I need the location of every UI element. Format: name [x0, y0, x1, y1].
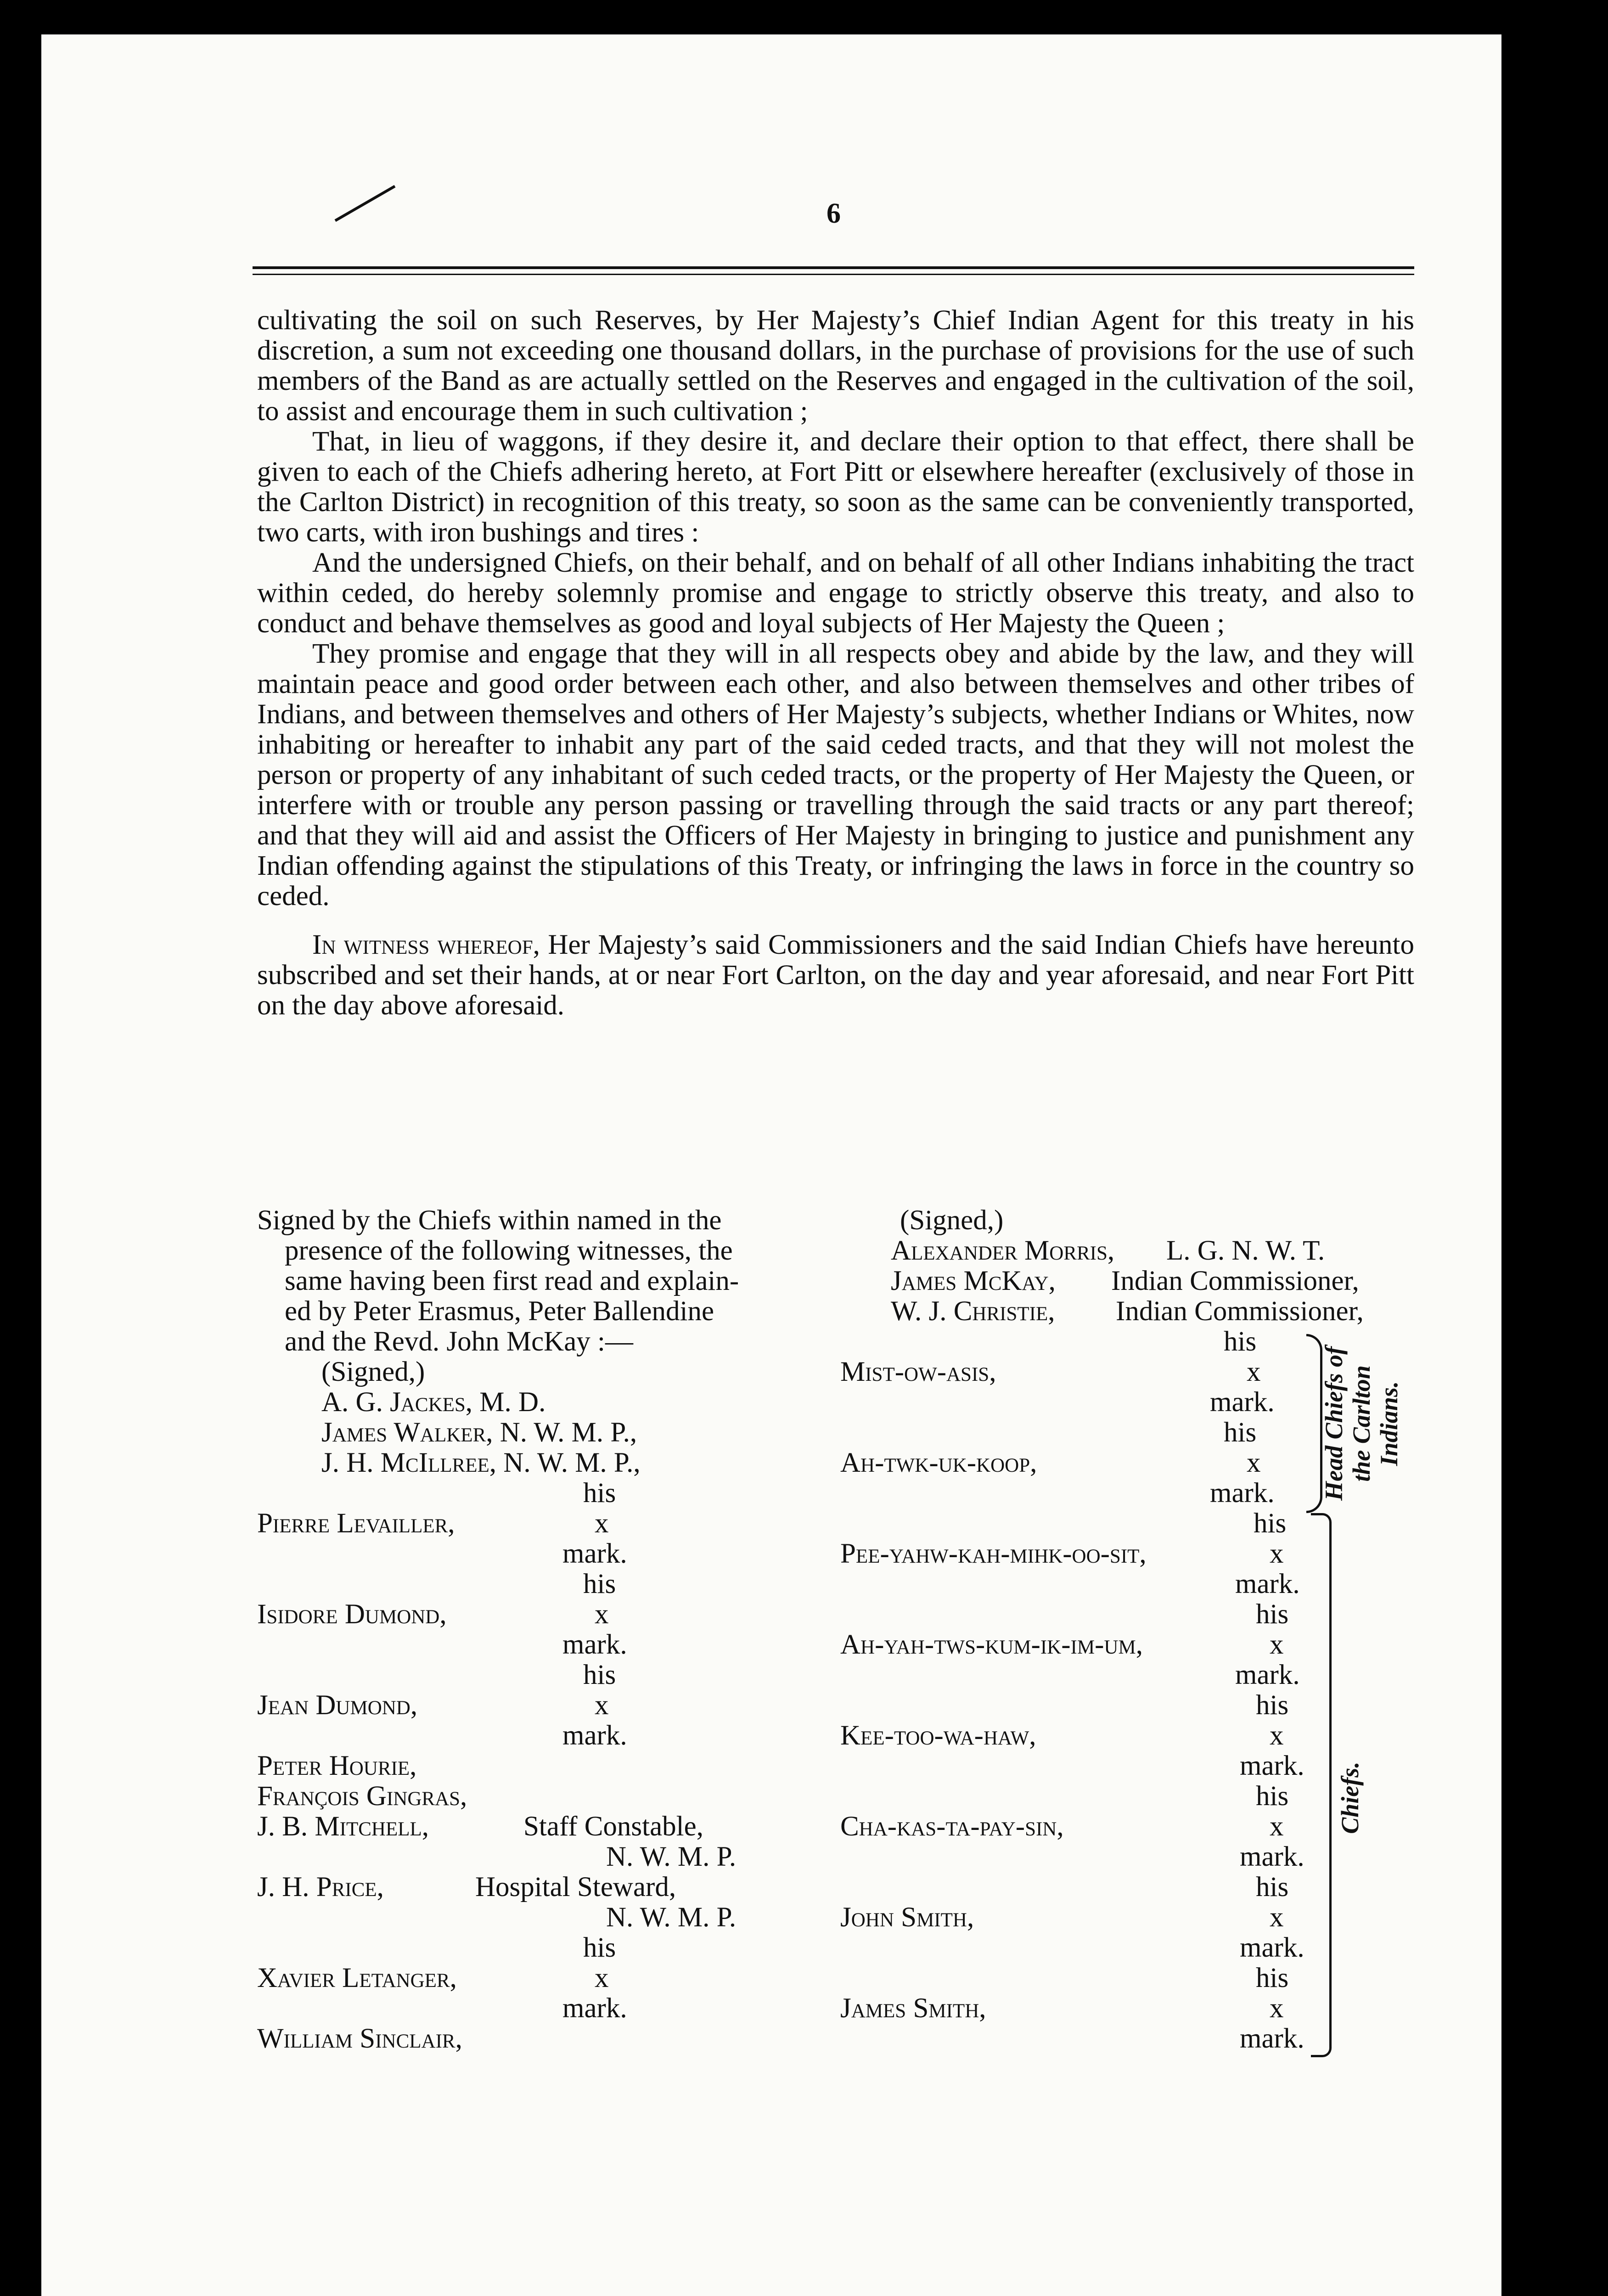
chief-john-smith: John Smith,	[840, 1902, 974, 1933]
chief-ah-twk-uk-koop: Ah-twk-uk-koop,	[840, 1447, 1037, 1478]
right-signed-label: (Signed,)	[900, 1205, 1004, 1236]
his-text: his	[1256, 1599, 1289, 1630]
x-text: x	[1270, 1902, 1284, 1933]
intro-line-2: presence of the following witnesses, the	[285, 1235, 733, 1266]
mark-text: mark.	[562, 1720, 627, 1751]
his-text: his	[583, 1478, 616, 1508]
his-text: his	[1256, 1963, 1289, 1993]
mark-text: mark.	[1240, 2023, 1304, 2054]
commissioner-morris-title: L. G. N. W. T.	[1166, 1235, 1325, 1266]
x-text: x	[595, 1963, 609, 1993]
treaty-text-body	[257, 305, 1414, 1021]
mark-text: mark.	[562, 1538, 627, 1569]
x-text: x	[1270, 1720, 1284, 1751]
paragraph-cultivation: cultivating the soil on such Reserves, by Her Majesty’s Chief Indian Agent for this treaty in his discretion, a sum not exceeding one thousand dollars, in the purchase of provisions for the use of such members of the Band as are actually settled on the Reserves and engaged in the cultivation of the soil, to assist and encourage them in such cultivation ;	[257, 305, 1414, 427]
commissioner-mckay: James McKay,	[891, 1266, 1056, 1296]
chief-ah-yah-tws-kum-ik-im-um: Ah-yah-tws-kum-ik-im-um,	[840, 1629, 1143, 1660]
witness-isidore-dumond: Isidore Dumond,	[257, 1599, 447, 1630]
mark-text: mark.	[1210, 1478, 1275, 1508]
x-text: x	[1270, 1811, 1284, 1842]
chief-cha-kas-ta-pay-sin: Cha-kas-ta-pay-sin,	[840, 1811, 1064, 1842]
mark-text: mark.	[1240, 1841, 1304, 1872]
witness-letanger: Xavier Letanger,	[257, 1963, 457, 1993]
price-unit: N. W. M. P.	[606, 1902, 737, 1933]
witness-hourie: Peter Hourie,	[257, 1750, 417, 1781]
x-text: x	[1270, 1993, 1284, 2024]
x-text: x	[1270, 1629, 1284, 1660]
commissioner-morris: Alexander Morris,	[891, 1235, 1115, 1266]
x-text: x	[595, 1690, 609, 1721]
header-rule-thick	[253, 266, 1414, 269]
witness-levailler: Pierre Levailler,	[257, 1508, 455, 1539]
head-chiefs-label: Head Chiefs of the Carlton Indians.	[1320, 1346, 1403, 1501]
chief-kee-too-wa-haw: Kee-too-wa-haw,	[840, 1720, 1036, 1751]
mark-text: mark.	[1240, 1750, 1304, 1781]
mark-text: mark.	[562, 1629, 627, 1660]
x-text: x	[1247, 1356, 1261, 1387]
witness-jackes: A. G. Jackes, M. D.	[321, 1387, 546, 1418]
paragraph-carts: That, in lieu of waggons, if they desire it, and declare their option to that effect, there shall be given to each of the Chiefs adhering hereto, at Fort Pitt or elsewhere hereafter (exclusively of those in the Carlton District) in recognition of this treaty, so soon as the same can be conveniently transported, two carts, with iron bushings and tires :	[257, 426, 1414, 548]
intro-line-5: and the Revd. John McKay :—	[285, 1326, 633, 1357]
witness-gingras: François Gingras,	[257, 1781, 467, 1812]
mitchell-role: Staff Constable,	[523, 1811, 703, 1842]
his-text: his	[583, 1932, 616, 1963]
witness-jean-dumond: Jean Dumond,	[257, 1690, 418, 1721]
witness-price: J. H. Price,	[257, 1872, 384, 1902]
intro-line-4: ed by Peter Erasmus, Peter Ballendine	[285, 1296, 714, 1327]
his-text: his	[1256, 1690, 1289, 1721]
witness-text: Her Majesty’s said Commissioners and the said Indian Chiefs have hereunto subscribed and set their hands, at or near Fort Carlton, on the day and year aforesaid, and near Fort Pitt on the day above aforesaid.	[257, 929, 1414, 1021]
x-text: x	[595, 1599, 609, 1630]
his-text: his	[1256, 1781, 1289, 1812]
chief-pee-yahw-kah-mihk-oo-sit: Pee-yahw-kah-mihk-oo-sit,	[840, 1538, 1147, 1569]
commissioner-christie-title: Indian Commissioner,	[1116, 1296, 1364, 1327]
his-text: his	[1256, 1872, 1289, 1902]
x-text: x	[595, 1508, 609, 1539]
paragraph-witness	[257, 930, 1414, 1021]
mark-text: mark.	[1235, 1660, 1300, 1690]
chiefs-label: Chiefs.	[1336, 1761, 1364, 1834]
intro-line-1: Signed by the Chiefs within named in the	[257, 1205, 722, 1236]
intro-line-3: same having been first read and explain-	[285, 1266, 739, 1296]
header-rule-thin	[253, 274, 1414, 275]
mark-text: mark.	[562, 1993, 627, 2024]
witness-mitchell: J. B. Mitchell,	[257, 1811, 429, 1842]
mark-text: mark.	[1235, 1569, 1300, 1599]
witness-mcillree: J. H. McIllree, N. W. M. P.,	[321, 1447, 641, 1478]
paragraph-obey-law: They promise and engage that they will in all respects obey and abide by the law, and they will maintain peace and good order between each other, and also between themselves and other tribes of Indians, and between themselves and others of Her Majesty’s subjects, whether Indians or Whites, now inhabiting or hereafter to inhabit any part of the said ceded tracts, and that they will not molest the person or property of any inhabitant of such ceded tracts, or the property of Her Majesty the Queen, or interfere with or trouble any person passing or travelling through the said tracts or any part thereof; and that they will aid and assist the Officers of Her Majesty in bringing to justice and punishment any Indian offending against the stipulations of this Treaty, or infringing the laws in force in the country so ceded.	[257, 638, 1414, 912]
x-text: x	[1247, 1447, 1261, 1478]
price-role: Hospital Steward,	[475, 1872, 676, 1902]
left-signed-label: (Signed,)	[321, 1356, 425, 1387]
paragraph-chiefs-promise: And the undersigned Chiefs, on their behalf, and on behalf of all other Indians inhabiting the tract within ceded, do hereby solemnly promise and engage to strictly observe this treaty, and also to conduct and behave themselves as good and loyal subjects of Her Majesty the Queen ;	[257, 547, 1414, 639]
his-text: his	[1224, 1417, 1257, 1448]
commissioner-christie: W. J. Christie,	[891, 1296, 1055, 1327]
his-text: his	[1254, 1508, 1287, 1539]
witness-lead: In witness whereof,	[312, 929, 540, 960]
chief-james-smith: James Smith,	[840, 1993, 986, 2024]
chiefs-brace	[1311, 1513, 1332, 2057]
his-text: his	[583, 1660, 616, 1690]
mark-text: mark.	[1240, 1932, 1304, 1963]
page-number: 6	[826, 198, 841, 229]
chief-mist-ow-asis: Mist-ow-asis,	[840, 1356, 996, 1387]
witness-walker: James Walker, N. W. M. P.,	[321, 1417, 637, 1448]
mitchell-unit: N. W. M. P.	[606, 1841, 737, 1872]
commissioner-mckay-title: Indian Commissioner,	[1111, 1266, 1359, 1296]
witness-sinclair: William Sinclair,	[257, 2023, 462, 2054]
mark-text: mark.	[1210, 1387, 1275, 1418]
x-text: x	[1270, 1538, 1284, 1569]
his-text: his	[583, 1569, 616, 1599]
his-text: his	[1224, 1326, 1257, 1357]
